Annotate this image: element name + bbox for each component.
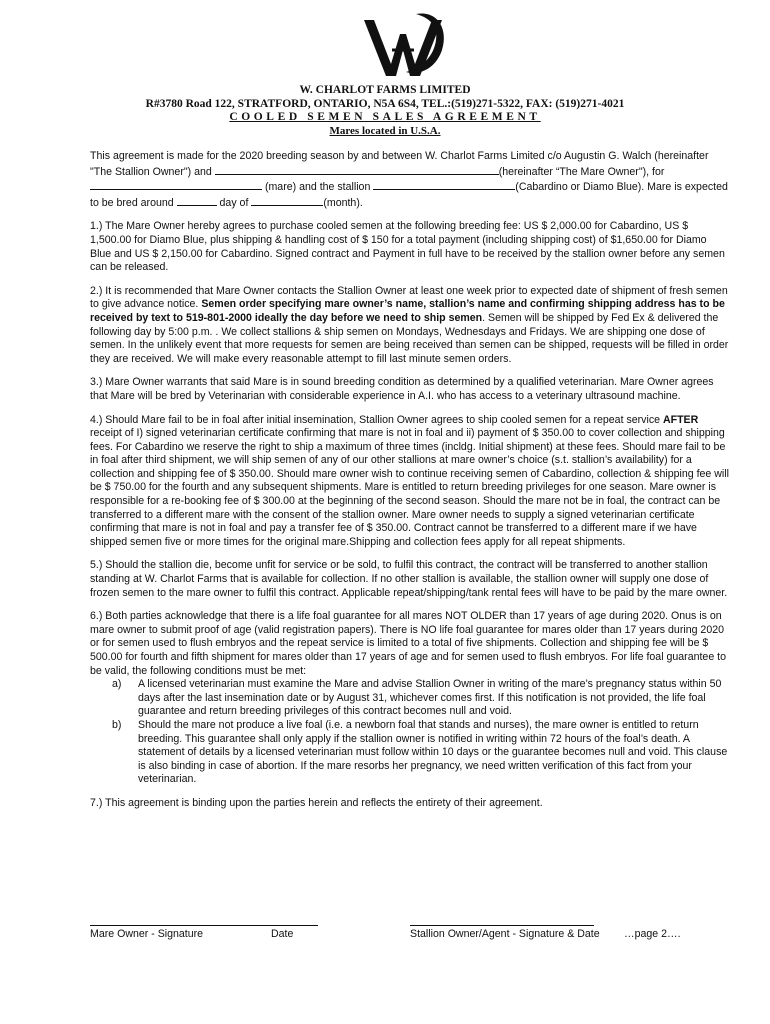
page-indicator: …page 2….: [624, 928, 681, 940]
mare-name-field[interactable]: [90, 179, 262, 190]
intro-text-3: (mare) and the stallion: [262, 181, 374, 194]
intro-text-2: (hereinafter “The Mare Owner"), for: [498, 165, 665, 178]
section-1: 1.) The Mare Owner hereby agrees to purchase cooled semen at the following breeding fee: US $ 2,000.00 for Cabardino, US $ 1,500.00 for Diamo Blue, plus shipping & handling cost of $ 150 for a total payment (including shipping cost) of $1,650.00 for Diamo Blue and US $ 2,150.00 for Cabardino. Signed contract and Payment in full have to be received by the stallion owner before any semen can be released.: [90, 220, 725, 274]
section-3: 3.) Mare Owner warrants that said Mare is in sound breeding condition as determined by a qualified veterinarian. Mare Owner agrees that Mare will be bred by Veterinarian with considerable experience in A.I. who has access to a veterinary ultrasound machine.: [90, 376, 714, 402]
section-4: 4.) Should Mare fail to be in foal after initial insemination, Stallion Owner agrees to ship cooled semen for a repeat service AFTER receipt of I) signed veterinarian certificate confirming that mare is not in foal and ii) payment of $ 350.00 to cover collection and shipping fees. For Cabardino we reserve the right to ship a maximum of three times (incldg. Initial shipment) at these fees. Should mare fail to be in foal after third shipment, we will ship semen of any of our other stallions at mare owner’s choice (s.t. stallion’s availability) for a collection and shipping fee of $ 350.00. Should mare owner wish to continue receiving semen of Cabardino, collection & shipping fee will be $ 750.00 for the fourth and any subsequent shipments. Mare is entitled to return breeding privileges for one season. Mare owner is responsible for a re-booking fee of $ 300.00 at the beginning of the second season. Should the mare not be in foal, the contract can be transferred to a different mare with the consent of the stallion owner. Mare owner needs to supply a signed veterinarian certificate confirming that mare is not in foal and pay a transfer fee of $ 350.00. Contract cannot be transferred to a different mare if we have shipped semen five or more times for the original mare.Shipping and collection fees apply for all repeat shipments.: [90, 413, 729, 548]
company-address: R#3780 Road 122, STRATFORD, ONTARIO, N5A 6S4, TEL.:(519)271-5322, FAX: (519)271-4021: [145, 98, 625, 110]
document-title: COOLED SEMEN SALES AGREEMENT: [229, 111, 541, 123]
condition-b: b) Should the mare not produce a live foal (i.e. a newborn foal that stands and nurses), the mare owner is entitled to return breeding. This guarantee shall only apply if the stallion owner is notified in writing within 72 hours of the foal’s death. A statement of details by a licensed veterinarian must follow within 10 days or the guarantee becomes null and void. This clause is also binding in case of abortion. If the mare resorbs her pregnancy, we need written verification of this fact from your veterinarian.: [112, 718, 728, 786]
stallion-owner-signature-line[interactable]: [410, 925, 594, 926]
intro-text-4: (Cabardino or Diamo Blue). Mare is expected to be bred around: [90, 181, 728, 209]
section-2: 2.) It is recommended that Mare Owner contacts the Stallion Owner at least one week prior to expected date of shipment of fresh semen to give advance notice. Semen order specifying mare owner’s name, stallion’s name and confirming shipping address has to be received by text to 519-801-2000 ideally the day before we need to ship semen. Semen will be shipped by Fed Ex & delivered the following day by 5:00 p.m. . We collect stallions & ship semen on Mondays, Wednesdays and Fridays. We are shipping one dose of semen. In the unlikely event that more requests for semen are being received than semen can be shipped, requests will be filled in order they are received. We will make every reasonable attempt to fill last minute semen orders.: [90, 284, 729, 365]
date-label: Date: [271, 928, 294, 940]
stallion-owner-signature-label: Stallion Owner/Agent - Signature & Date: [410, 928, 600, 940]
mare-owner-signature-label: Mare Owner - Signature: [90, 928, 204, 940]
day-field[interactable]: [177, 195, 217, 206]
w-charlot-logo-icon: [356, 10, 450, 86]
month-field[interactable]: [251, 195, 323, 206]
intro-text-6: (month).: [323, 196, 363, 209]
section-6: 6.) Both parties acknowledge that there is a life foal guarantee for all mares NOT OLDER than 17 years of age during 2020. Onus is on mare owner to submit proof of age (valid registration papers). There is NO life foal guarantee for mares older than 17 years during 2020 or for semen used to flush embryos and the repeat service is limited to a total of five shipments. Collection and shipping fee will be $ 500.00 for fourth and fifth shipment for mares older than 17 years of age and for semen used to flush embryos. For life foal guarantee to be valid, the following conditions must be met:: [90, 610, 726, 677]
intro-text-5: day of: [216, 196, 252, 209]
intro-paragraph: [90, 150, 730, 210]
intro-text-1: This agreement is made for the 2020 breeding season by and between W. Charlot Farms Limited c/o Augustin G. Walch (hereinafter "The Stallion Owner") and: [90, 150, 709, 178]
section-5: 5.) Should the stallion die, become unfit for service or be sold, to fulfil this contract, the contract will be transferred to another stallion standing at W. Charlot Farms that is available for collection. If no other stallion is available, the stallion owner will supply one dose of frozen semen to the mare owner to fulfil this contract. Applicable repeat/shipping/tank rental fees will have to be paid by the mare owner.: [90, 559, 728, 599]
document-subtitle: Mares located in U.S.A.: [329, 125, 441, 137]
guarantee-conditions: [90, 678, 730, 787]
section-7: 7.) This agreement is binding upon the parties herein and reflects the entirety of their agreement.: [90, 796, 543, 809]
mare-owner-signature-line[interactable]: [90, 925, 318, 926]
condition-a: a) A licensed veterinarian must examine the Mare and advise Stallion Owner in writing of the mare’s pregnancy status within 50 days after the last insemination date or by August 31, whichever comes first. If this notification is not provided, the life foal guarantee and return breeding privileges of this contract becomes null and void.: [112, 678, 722, 718]
stallion-field[interactable]: [373, 179, 515, 190]
company-name: W. CHARLOT FARMS LIMITED: [299, 84, 471, 96]
agreement-body: [90, 150, 730, 821]
mare-owner-name-field[interactable]: [215, 164, 499, 175]
